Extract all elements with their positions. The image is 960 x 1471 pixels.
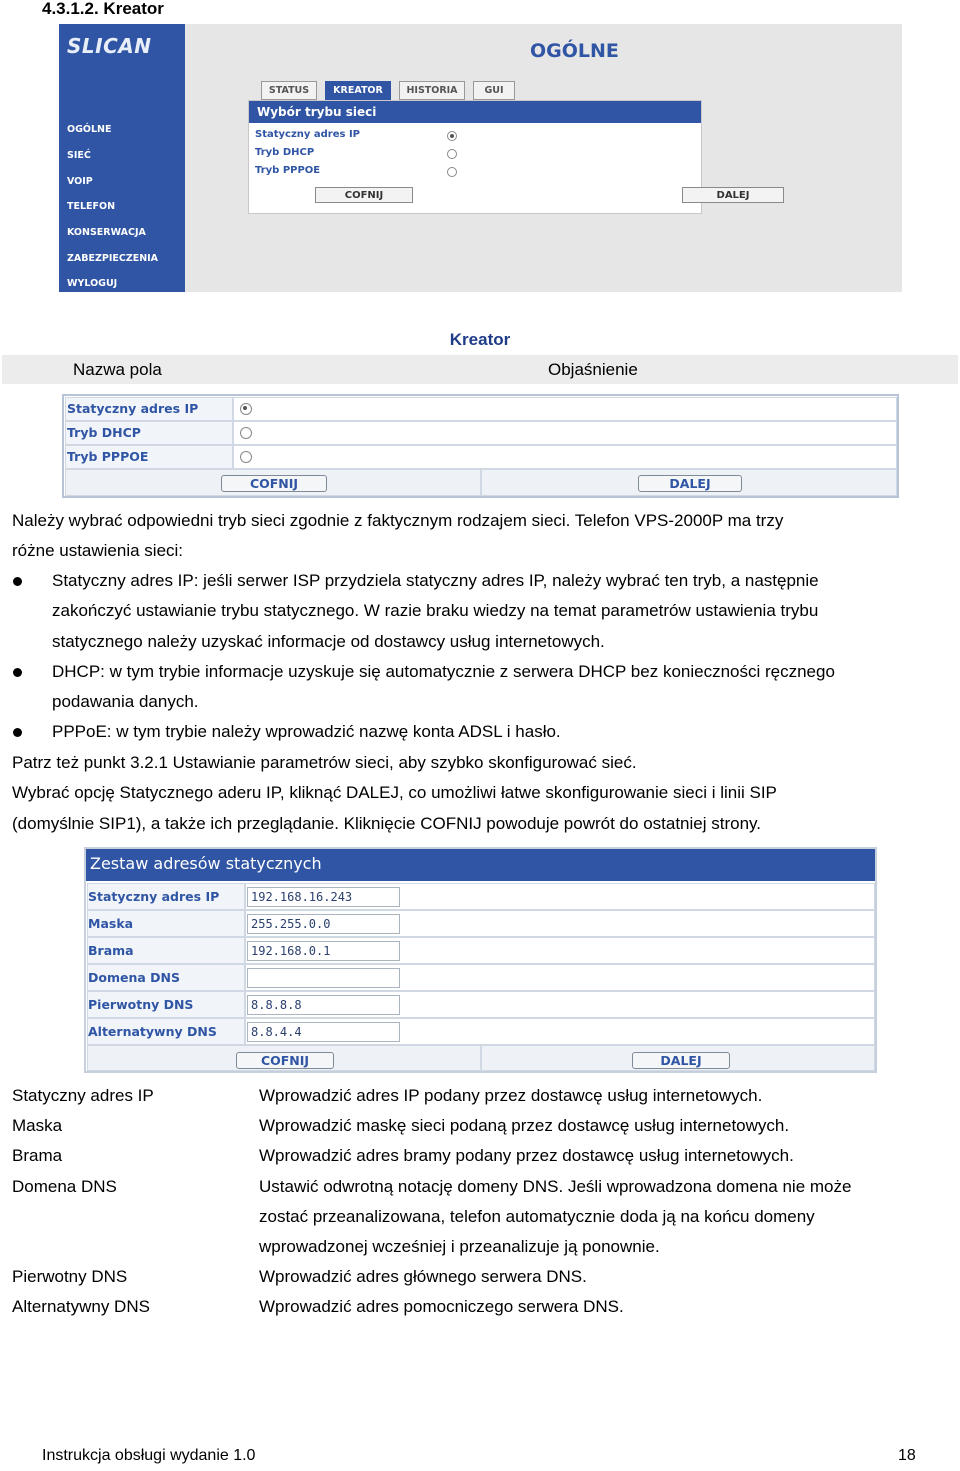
definition-term: Alternatywny DNS [12,1297,150,1316]
bullet-text: zakończyć ustawianie trybu statycznego. W razie braku wiedzy na temat parametrów ustawienia trybu [52,601,819,620]
bullet-text: Statyczny adres IP: jeśli serwer ISP przydziela statyczny adres IP, należy wybrać ten tryb, a następnie [52,571,819,590]
bullet-text: PPPoE: w tym trybie należy wprowadzić nazwę konta ADSL i hasło. [52,722,561,741]
static-address-panel [84,847,877,1073]
back-button[interactable]: COFNIJ [315,187,413,203]
definition-term: Domena DNS [12,1177,117,1196]
panel-header [86,849,875,881]
panel-header [249,101,701,123]
slican-logo: SLICAN [67,34,152,58]
page-number: 18 [898,1447,916,1464]
wizard-mode-panel [62,394,899,498]
nav-item-security[interactable]: ZABEZPIECZENIA [67,253,159,264]
see-also-text: Patrz też punkt 3.2.1 Ustawianie parametrów sieci, aby szybko skonfigurować sieć. [12,753,637,772]
primary-dns-input[interactable]: 8.8.8.8 [247,995,400,1015]
back-button[interactable]: COFNIJ [221,475,327,492]
field-label-static-ip: Statyczny adres IP [88,889,220,904]
web-ui-screenshot [59,24,902,292]
definition-desc: Wprowadzić adres IP podany przez dostawcę usług internetowych. [259,1086,763,1105]
tab-historia[interactable]: HISTORIA [399,81,465,100]
option-label-dhcp: Tryb DHCP [255,147,315,158]
definition-desc: wprowadzonej wcześniej i przeanalizuje ją ponownie. [259,1237,660,1256]
alternate-dns-input[interactable]: 8.8.4.4 [247,1022,400,1042]
bullet-text: DHCP: w tym trybie informacje uzyskuje się automatycznie z serwera DHCP bez konieczności ręcznego [52,662,835,681]
bullet-icon [13,728,22,737]
paragraph-line: Wybrać opcję Statycznego aderu IP, kliknąć DALEJ, co umożliwi łatwe skonfigurowanie sieci i linii SIP [12,783,777,802]
radio-static-ip[interactable] [447,131,457,141]
tab-gui[interactable]: GUI [473,81,515,100]
bullet-text: statycznego należy uzyskać informacje od dostawcy usług internetowych. [52,632,605,651]
table-header-band [2,355,958,384]
definition-desc: zostać przeanalizowana, telefon automatycznie doda ją na końcu domeny [259,1207,815,1226]
sidebar [59,24,185,292]
radio-dhcp[interactable] [447,149,457,159]
dns-domain-input[interactable] [247,968,400,988]
nav-item-network[interactable]: SIEĆ [67,150,91,161]
nav-item-voip[interactable]: VOIP [67,176,93,187]
next-button[interactable]: DALEJ [682,187,784,203]
nav-item-phone[interactable]: TELEFON [67,201,116,212]
radio-pppoe[interactable] [447,167,457,177]
paragraph-line: różne ustawienia sieci: [12,541,184,560]
bullet-icon [13,668,22,677]
definition-desc: Wprowadzić adres pomocniczego serwera DNS. [259,1297,624,1316]
column-header-field: Nazwa pola [73,360,162,379]
definition-desc: Wprowadzić maskę sieci podaną przez dostawcę usług internetowych. [259,1116,790,1135]
next-button[interactable]: DALEJ [632,1052,730,1069]
option-label-static-ip: Statyczny adres IP [67,401,199,416]
field-label-gateway: Brama [88,943,134,958]
paragraph-line: (domyślnie SIP1), a także ich przeglądanie. Kliknięcie COFNIJ powoduje powrót do ostatniej strony. [12,814,761,833]
panel-title: Zestaw adresów statycznych [90,854,322,873]
field-label-primary-dns: Pierwotny DNS [88,997,194,1012]
definition-term: Brama [12,1146,63,1165]
back-button[interactable]: COFNIJ [236,1052,334,1069]
field-label-dns-domain: Domena DNS [88,970,180,985]
nav-item-general[interactable]: OGÓLNE [67,124,112,135]
mask-input[interactable]: 255.255.0.0 [247,914,400,934]
option-label-pppoe: Tryb PPPOE [255,165,321,176]
footer-text: Instrukcja obsługi wydanie 1.0 [42,1447,256,1464]
nav-item-maintenance[interactable]: KONSERWACJA [67,227,146,238]
tab-kreator[interactable]: KREATOR [325,81,391,100]
panel-title: Wybór trybu sieci [257,105,377,119]
option-label-dhcp: Tryb DHCP [67,425,141,440]
field-label-alternate-dns: Alternatywny DNS [88,1024,217,1039]
radio-static-ip[interactable] [240,403,252,415]
nav-item-logout[interactable]: WYLOGUJ [67,278,118,289]
tab-status[interactable]: STATUS [261,81,317,100]
option-label-pppoe: Tryb PPPOE [67,449,149,464]
table-title: Kreator [449,330,511,349]
definition-desc: Ustawić odwrotną notację domeny DNS. Jeśli wprowadzona domena nie może [259,1177,852,1196]
paragraph-line: Należy wybrać odpowiedni tryb sieci zgodnie z faktycznym rodzajem sieci. Telefon VPS-2000P ma trzy [12,511,784,530]
definition-term: Statyczny adres IP [12,1086,154,1105]
definition-desc: Wprowadzić adres głównego serwera DNS. [259,1267,587,1286]
page-title: OGÓLNE [530,40,619,62]
radio-dhcp[interactable] [240,427,252,439]
static-ip-input[interactable]: 192.168.16.243 [247,887,400,907]
definition-term: Maska [12,1116,63,1135]
radio-pppoe[interactable] [240,451,252,463]
definition-term: Pierwotny DNS [12,1267,128,1286]
section-heading: 4.3.1.2. Kreator [42,0,164,18]
definition-desc: Wprowadzić adres bramy podany przez dostawcę usług internetowych. [259,1146,794,1165]
bullet-text: podawania danych. [52,692,199,711]
column-header-desc: Objaśnienie [548,360,638,379]
gateway-input[interactable]: 192.168.0.1 [247,941,400,961]
next-button[interactable]: DALEJ [638,475,742,492]
bullet-icon [13,577,22,586]
field-label-mask: Maska [88,916,134,931]
option-label-static: Statyczny adres IP [255,129,360,140]
